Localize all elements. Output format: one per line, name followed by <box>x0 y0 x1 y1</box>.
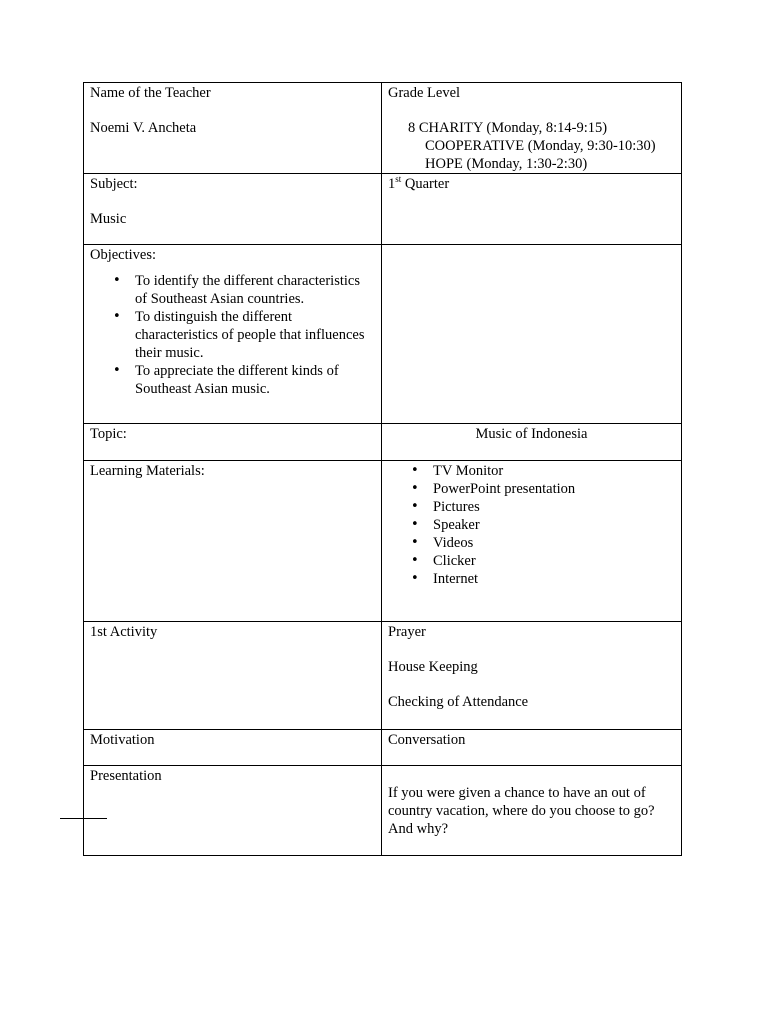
material-item: • TV Monitor <box>433 462 675 480</box>
motivation-label: Motivation <box>90 732 155 748</box>
grade-section: 8 CHARITY (Monday, 8:14-9:15) <box>408 120 608 136</box>
activity-item: Prayer <box>388 624 426 640</box>
material-item: • Pictures <box>433 498 675 516</box>
materials-list <box>388 462 675 588</box>
quarter-text: 1st Quarter <box>388 174 450 192</box>
quarter-cell <box>382 174 682 245</box>
teacher-label: Name of the Teacher <box>90 85 211 101</box>
grade-sections <box>388 119 675 173</box>
subject-value: Music <box>90 211 127 227</box>
objectives-list <box>90 272 375 398</box>
topic-cell <box>84 424 382 461</box>
objective-item: • To identify the different characteristics of Southeast Asian countries. <box>135 272 375 308</box>
objectives-cell <box>84 245 382 424</box>
subject-label: Subject: <box>90 176 138 192</box>
material-item: • Videos <box>433 534 675 552</box>
objectives-empty-cell <box>382 245 682 424</box>
topic-value-cell <box>382 424 682 461</box>
activity-items-cell <box>382 622 682 730</box>
material-item: • Internet <box>433 570 675 588</box>
grade-cell <box>382 83 682 174</box>
grade-label: Grade Level <box>388 85 461 101</box>
row-topic <box>84 424 682 461</box>
row-objectives <box>84 245 682 424</box>
motivation-value: Conversation <box>388 732 466 748</box>
stray-underline-mark <box>60 818 107 819</box>
presentation-text-cell <box>382 766 682 856</box>
topic-value: Music of Indonesia <box>475 426 588 442</box>
motivation-value-cell <box>382 730 682 766</box>
materials-list-cell <box>382 461 682 622</box>
activity-cell <box>84 622 382 730</box>
materials-cell <box>84 461 382 622</box>
material-item: • Clicker <box>433 552 675 570</box>
objective-item: • To appreciate the different kinds of Southeast Asian music. <box>135 362 375 398</box>
row-motivation <box>84 730 682 766</box>
materials-label: Learning Materials: <box>90 463 205 479</box>
objectives-label: Objectives: <box>90 247 157 263</box>
grade-section: COOPERATIVE (Monday, 9:30-10:30) <box>425 138 656 154</box>
row-activity <box>84 622 682 730</box>
activity-label: 1st Activity <box>90 624 158 640</box>
motivation-cell <box>84 730 382 766</box>
material-item: • Speaker <box>433 516 675 534</box>
row-teacher <box>84 83 682 174</box>
presentation-cell <box>84 766 382 856</box>
presentation-label: Presentation <box>90 768 162 784</box>
material-item: • PowerPoint presentation <box>433 480 675 498</box>
activity-item: Checking of Attendance <box>388 694 529 710</box>
row-subject <box>84 174 682 245</box>
activity-item: House Keeping <box>388 659 478 675</box>
teacher-name: Noemi V. Ancheta <box>90 120 197 136</box>
presentation-text: If you were given a chance to have an out of country vacation, where do you choose to go? And why? <box>388 785 655 837</box>
row-materials <box>84 461 682 622</box>
lesson-plan-table <box>83 82 682 856</box>
objective-item: • To distinguish the different characteristics of people that influences their music. <box>135 308 375 362</box>
grade-section: HOPE (Monday, 1:30-2:30) <box>425 156 588 172</box>
subject-cell <box>84 174 382 245</box>
row-presentation <box>84 766 682 856</box>
topic-label: Topic: <box>90 426 127 442</box>
teacher-cell <box>84 83 382 174</box>
